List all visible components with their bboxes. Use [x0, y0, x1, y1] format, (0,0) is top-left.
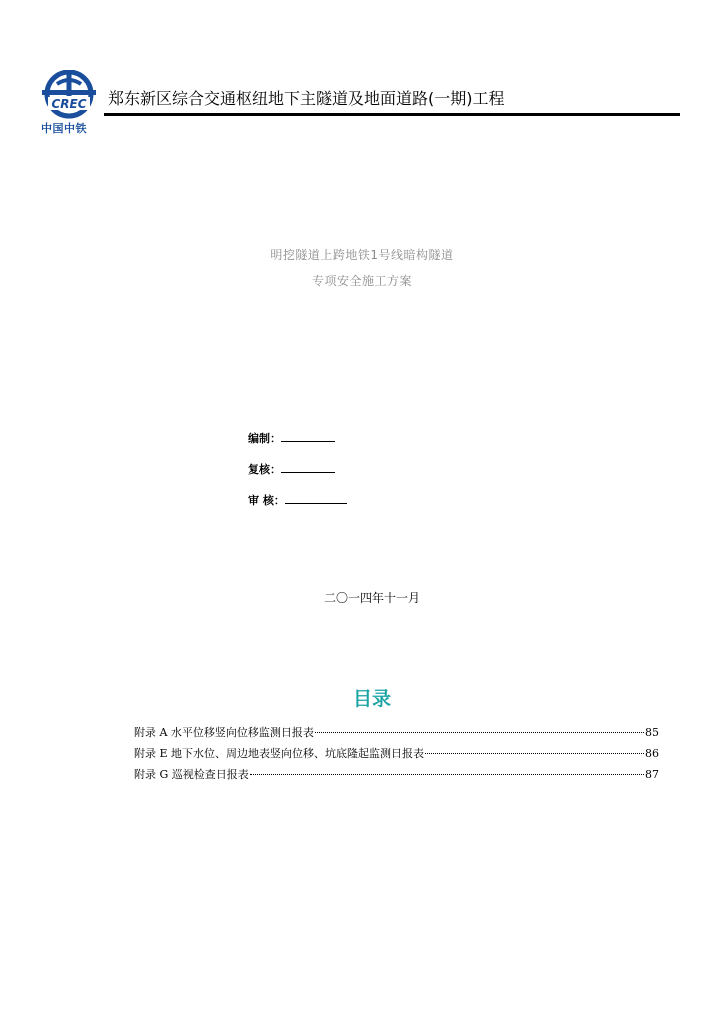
toc-item[interactable]	[134, 766, 659, 787]
company-name: 中国中铁	[41, 122, 87, 135]
approve-signature-row	[248, 492, 347, 508]
approve-label: 审 核：	[248, 494, 285, 507]
toc-item-page: 85	[645, 726, 659, 739]
toc-item-label: 附录 E 地下水位、周边地表竖向位移、坑底隆起监测日报表	[134, 747, 425, 760]
toc-item-label: 附录 G 巡视检查日报表	[134, 768, 249, 781]
toc-leader-dots	[315, 732, 644, 733]
document-date: 二〇一四年十一月	[323, 591, 420, 605]
toc-leader-dots	[425, 753, 644, 754]
header-divider	[104, 113, 680, 116]
project-title: 郑东新区综合交通枢纽地下主隧道及地面道路(一期)工程	[108, 89, 505, 108]
toc-item-label: 附录 A 水平位移竖向位移监测日报表	[134, 726, 314, 739]
toc-item-page: 86	[645, 747, 659, 760]
toc-item[interactable]	[134, 724, 659, 745]
logo-mark-text: CREC	[51, 97, 87, 111]
compile-label: 编制：	[248, 432, 281, 445]
approve-signature-line	[285, 492, 347, 504]
table-of-contents	[134, 724, 659, 787]
review-signature-row	[248, 461, 335, 477]
document-title-line2: 专项安全施工方案	[311, 274, 412, 288]
review-label: 复核：	[248, 463, 281, 476]
toc-item-page: 87	[645, 768, 659, 781]
document-title-line1: 明挖隧道上跨地铁1号线暗构隧道	[270, 248, 454, 262]
toc-item[interactable]	[134, 745, 659, 766]
toc-heading: 目录	[352, 688, 391, 710]
compile-signature-line	[281, 430, 335, 442]
compile-signature-row	[248, 430, 335, 446]
toc-leader-dots	[250, 774, 644, 775]
review-signature-line	[281, 461, 335, 473]
